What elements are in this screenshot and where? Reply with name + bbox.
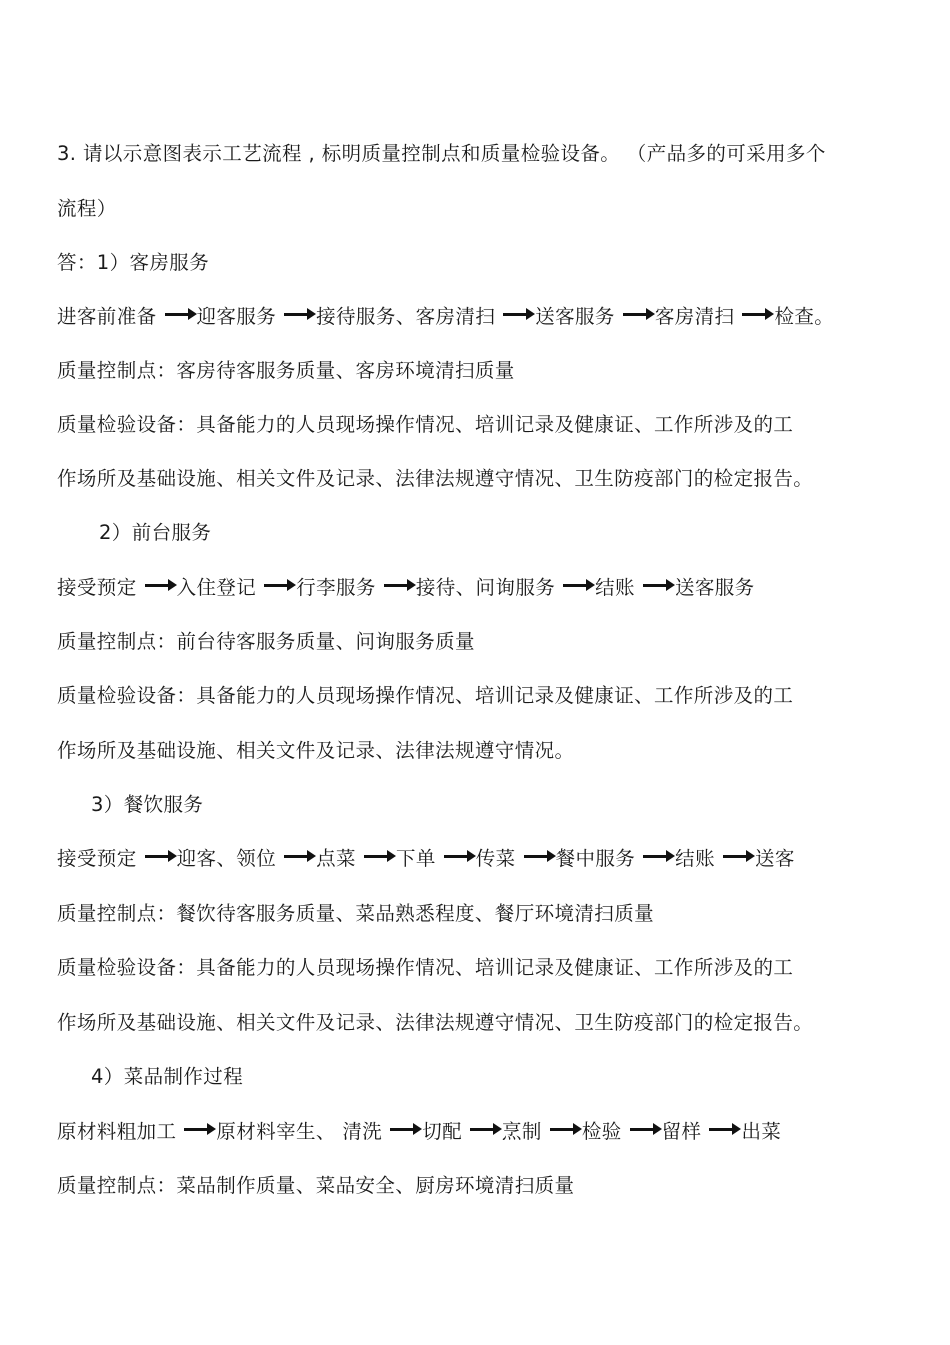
- arrow-right-icon: [643, 584, 671, 587]
- flow-step: 点菜: [316, 847, 356, 870]
- flow-step: 烹制: [502, 1120, 542, 1143]
- control-points: 质量控制点：菜品制作质量、菜品安全、厨房环境清扫质量: [57, 1174, 575, 1197]
- flow-step: 检查。: [774, 305, 835, 328]
- answer-heading: 答：1）客房服务: [57, 251, 210, 274]
- flow-guest-room: [57, 303, 834, 331]
- flow-front-desk: [57, 574, 755, 602]
- section-heading: 3）餐饮服务: [91, 793, 204, 816]
- flow-step: 餐中服务: [555, 847, 636, 870]
- control-points: 质量控制点：客房待客服务质量、客房环境清扫质量: [57, 359, 515, 382]
- inspection-equipment-cont: 作场所及基础设施、相关文件及记录、法律法规遵守情况。: [57, 739, 575, 762]
- inspection-equipment: 质量检验设备：具备能力的人员现场操作情况、培训记录及健康证、工作所涉及的工: [57, 413, 794, 436]
- arrow-right-icon: [390, 1128, 418, 1131]
- flow-step: 检验: [581, 1120, 622, 1143]
- arrow-right-icon: [444, 855, 472, 858]
- arrow-right-icon: [503, 313, 531, 316]
- arrow-right-icon: [284, 313, 312, 316]
- arrow-right-icon: [284, 855, 312, 858]
- arrow-right-icon: [264, 584, 292, 587]
- arrow-right-icon: [623, 313, 651, 316]
- flow-step: 接受预定: [57, 847, 137, 870]
- flow-step: 进客前准备: [57, 305, 157, 328]
- flow-step: 出菜: [741, 1120, 782, 1143]
- flow-step: 接受预定: [57, 576, 137, 599]
- flow-step: 原材料粗加工: [57, 1120, 177, 1143]
- flow-dining: [57, 845, 795, 873]
- flow-step: 客房清扫: [654, 305, 735, 328]
- flow-step: 留样: [661, 1120, 702, 1143]
- section-heading: 2）前台服务: [99, 521, 212, 544]
- inspection-equipment: 质量检验设备：具备能力的人员现场操作情况、培训记录及健康证、工作所涉及的工: [57, 956, 794, 979]
- arrow-right-icon: [470, 1128, 498, 1131]
- arrow-right-icon: [165, 313, 193, 316]
- flow-step: 接待、问询服务: [415, 576, 556, 599]
- arrow-right-icon: [709, 1128, 737, 1131]
- flow-step: 下单: [395, 847, 436, 870]
- section-heading: 4）菜品制作过程: [91, 1065, 244, 1088]
- arrow-right-icon: [184, 1128, 212, 1131]
- inspection-equipment-cont: 作场所及基础设施、相关文件及记录、法律法规遵守情况、卫生防疫部门的检定报告。: [57, 1011, 814, 1034]
- arrow-right-icon: [550, 1128, 578, 1131]
- flow-step: 结账: [675, 847, 715, 870]
- control-points: 质量控制点：餐饮待客服务质量、菜品熟悉程度、餐厅环境清扫质量: [57, 902, 655, 925]
- flow-step: 送客服务: [674, 576, 755, 599]
- arrow-right-icon: [643, 855, 671, 858]
- arrow-right-icon: [384, 584, 412, 587]
- arrow-right-icon: [563, 584, 591, 587]
- flow-step: 送客: [754, 847, 795, 870]
- flow-step: 行李服务: [296, 576, 376, 599]
- arrow-right-icon: [742, 313, 770, 316]
- arrow-right-icon: [364, 855, 392, 858]
- flow-step: 入住登记: [176, 576, 257, 599]
- flow-step: 传菜: [475, 847, 516, 870]
- flow-step: 送客服务: [535, 305, 615, 328]
- flow-step: 原材料宰生、 清洗: [216, 1120, 383, 1143]
- arrow-right-icon: [524, 855, 552, 858]
- flow-step: 迎客服务: [196, 305, 277, 328]
- flow-dish-production: [57, 1118, 781, 1146]
- flow-step: 迎客、领位: [176, 847, 277, 870]
- arrow-right-icon: [723, 855, 751, 858]
- question-line-1: 3. 请以示意图表示工艺流程 , 标明质量控制点和质量检验设备。 （产品多的可采用多个: [57, 142, 826, 165]
- inspection-equipment-cont: 作场所及基础设施、相关文件及记录、法律法规遵守情况、卫生防疫部门的检定报告。: [57, 467, 814, 490]
- arrow-right-icon: [145, 584, 173, 587]
- arrow-right-icon: [145, 855, 173, 858]
- flow-step: 切配: [422, 1120, 463, 1143]
- inspection-equipment: 质量检验设备：具备能力的人员现场操作情况、培训记录及健康证、工作所涉及的工: [57, 684, 794, 707]
- arrow-right-icon: [630, 1128, 658, 1131]
- flow-step: 结账: [595, 576, 635, 599]
- control-points: 质量控制点：前台待客服务质量、问询服务质量: [57, 630, 475, 653]
- flow-step: 接待服务、客房清扫: [316, 305, 496, 328]
- question-line-2: 流程）: [57, 197, 117, 220]
